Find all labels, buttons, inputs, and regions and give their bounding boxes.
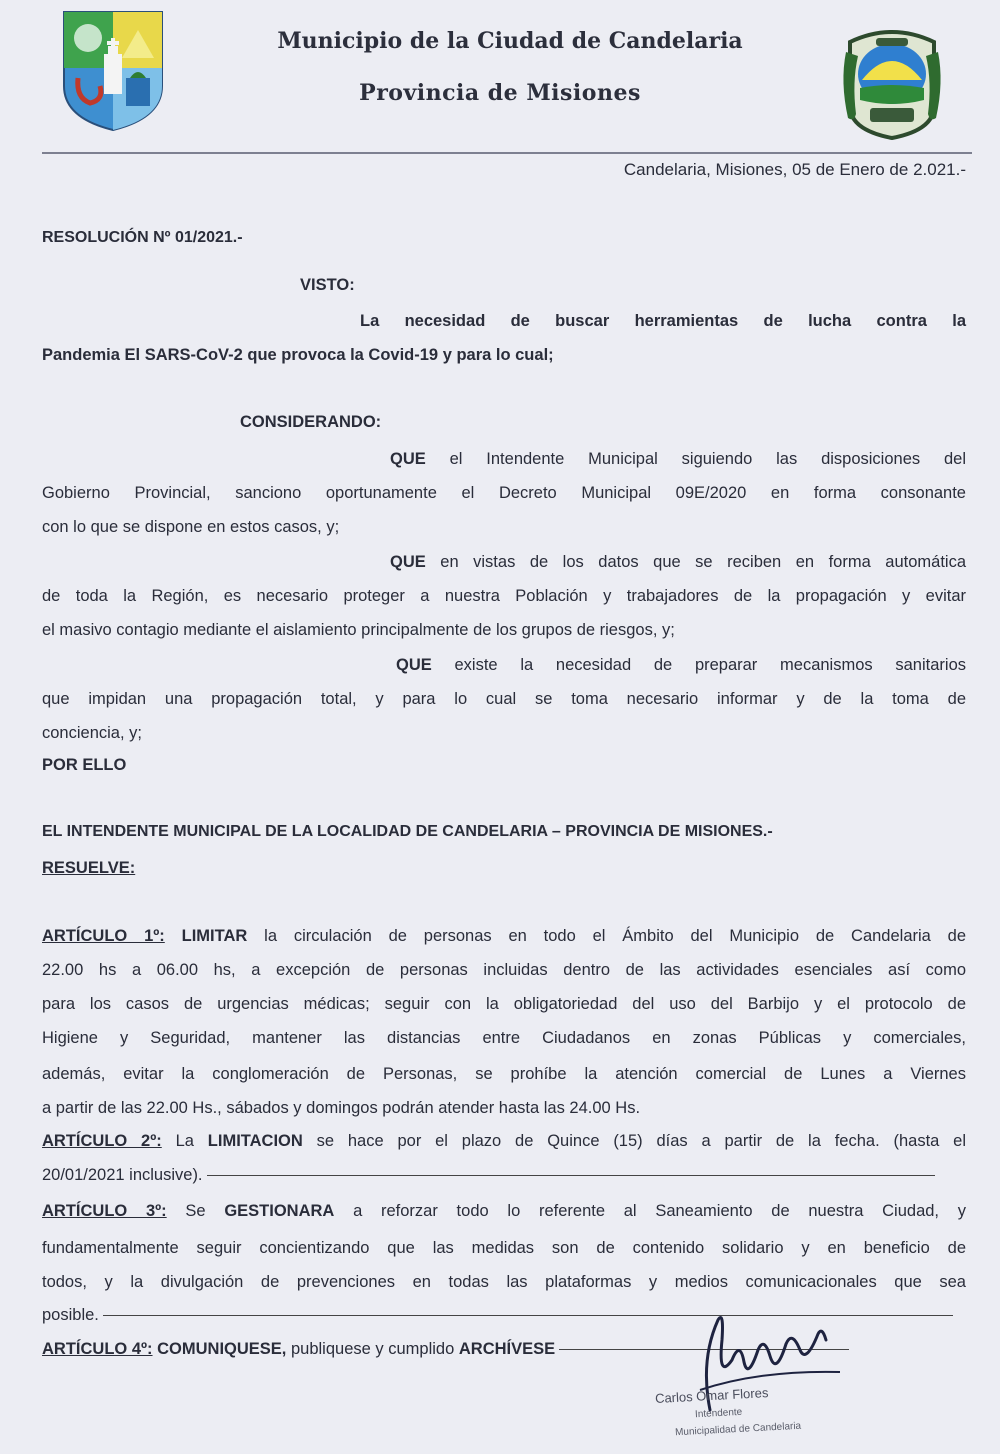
article-3-line-1 [42, 1201, 966, 1221]
article-3-label: ARTÍCULO 3º: [42, 1202, 167, 1220]
article-2-pre: La [175, 1132, 194, 1150]
article-1-label: ARTÍCULO 1º: [42, 927, 165, 945]
article-3-line-2: fundamentalmente seguir concientizando que las medidas son de contenido solidario y en beneficio de [42, 1239, 966, 1257]
article-2-lead: LIMITACION [207, 1132, 303, 1150]
article-1-line-3: para los casos de urgencias médicas; seguir con la obligatoriedad del uso del Barbijo y el protocolo de [42, 995, 966, 1013]
header-divider [42, 152, 972, 154]
considerando-q2-line-3: el masivo contagio mediante el aislamiento principalmente de los grupos de riesgos, y; [42, 621, 675, 639]
que-lead: QUE [390, 553, 426, 571]
considerando-q2-line-1 [390, 552, 966, 572]
considerando-q1-line-1 [390, 449, 966, 469]
article-3-end: posible. [42, 1306, 99, 1324]
article-1-line-6: a partir de las 22.00 Hs., sábados y domingos podrán atender hasta las 24.00 Hs. [42, 1099, 641, 1117]
province-title: Provincia de Misiones [359, 80, 641, 106]
visto-line-1: La necesidad de buscar herramientas de lucha contra la [360, 312, 966, 330]
article-3-line-3: todos, y la divulgación de prevenciones en todas las plataformas y medios comunicacionales que sea [42, 1273, 966, 1291]
article-4-label: ARTÍCULO 4º: [42, 1340, 153, 1358]
que-lead: QUE [390, 450, 426, 468]
q2-text: en vistas de los datos que se reciben en forma automática [440, 553, 966, 571]
article-4-lead: COMUNIQUESE, [157, 1340, 287, 1358]
municipality-title: Municipio de la Ciudad de Candelaria [277, 28, 743, 54]
signatory-name: Carlos Omar Flores [654, 1385, 769, 1406]
q3-text: existe la necesidad de preparar mecanismos sanitarios [454, 656, 966, 674]
article-2-line-1 [42, 1131, 966, 1151]
visto-heading: VISTO: [300, 276, 355, 294]
provincial-seal-logo [840, 22, 944, 140]
article-2-end: 20/01/2021 inclusive). [42, 1166, 203, 1184]
article-2-text: se hace por el plazo de Quince (15) días a partir de la fecha. (hasta el [316, 1132, 966, 1150]
considerando-q3-line-1 [396, 655, 966, 675]
authority-line: EL INTENDENTE MUNICIPAL DE LA LOCALIDAD DE CANDELARIA – PROVINCIA DE MISIONES.- [42, 823, 773, 840]
considerando-q1-line-2: Gobierno Provincial, sanciono oportunamente el Decreto Municipal 09E/2020 en forma consonante [42, 484, 966, 502]
q1-text: el Intendente Municipal siguiendo las disposiciones del [449, 450, 966, 468]
article-3-pre: Se [185, 1202, 206, 1220]
article-4-mid: publiquese y cumplido [290, 1340, 455, 1358]
article-2-line-2 [42, 1165, 935, 1185]
signatory-role: Intendente [694, 1406, 743, 1421]
considerando-heading: CONSIDERANDO: [240, 413, 382, 431]
article-3-text: a reforzar todo lo referente al Saneamiento de nuestra Ciudad, y [353, 1202, 966, 1220]
considerando-q3-line-3: conciencia, y; [42, 724, 142, 742]
visto-line-2: Pandemia El SARS-CoV-2 que provoca la Covid-19 y para lo cual; [42, 346, 554, 364]
article-1-line-4: Higiene y Seguridad, mantener las distancias entre Ciudadanos en zonas Públicas y comerciales, [42, 1029, 966, 1047]
article-1-line-1 [42, 926, 966, 946]
resuelve-heading: RESUELVE: [42, 859, 136, 877]
que-lead: QUE [396, 656, 432, 674]
article-2-label: ARTÍCULO 2º: [42, 1132, 162, 1150]
article-1-line-5: además, evitar la conglomeración de Personas, se prohíbe la atención comercial de Lunes a Viernes [42, 1065, 966, 1083]
article-1-text: la circulación de personas en todo el Ámbito del Municipio de Candelaria de [264, 927, 967, 945]
article-3-lead: GESTIONARA [224, 1202, 335, 1220]
municipal-shield-logo [60, 8, 166, 132]
considerando-q1-line-3: con lo que se dispone en estos casos, y; [42, 518, 340, 536]
considerando-q3-line-2: que impidan una propagación total, y para lo cual se toma necesario informar y de la toma de [42, 690, 966, 708]
fill-line [207, 1175, 935, 1176]
article-1-lead: LIMITAR [181, 927, 248, 945]
resolution-number: RESOLUCIÓN Nº 01/2021.- [42, 229, 243, 246]
article-1-line-2: 22.00 hs a 06.00 hs, a excepción de personas incluidas dentro de las actividades esenciales así como [42, 961, 966, 979]
article-4-tail: ARCHÍVESE [458, 1340, 556, 1358]
signatory-org: Municipalidad de Candelaria [674, 1420, 802, 1439]
place-date: Candelaria, Misiones, 05 de Enero de 2.021.- [623, 160, 966, 179]
por-ello: POR ELLO [42, 756, 127, 774]
considerando-q2-line-2: de toda la Región, es necesario proteger a nuestra Población y trabajadores de la propagación y evitar [42, 587, 966, 605]
